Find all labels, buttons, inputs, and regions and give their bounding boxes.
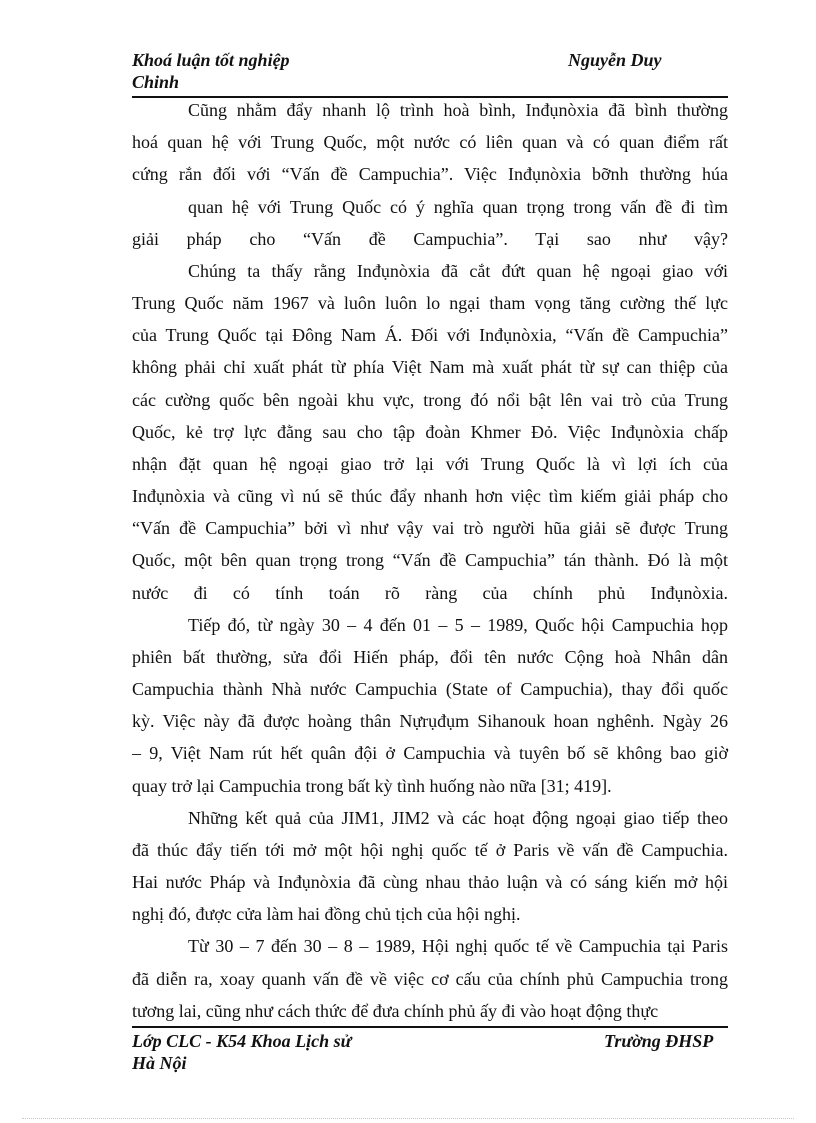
text-line: Cũng nhằm đẩy nhanh lộ trình hoà bình, Inđụnòxia đã bình thường <box>188 100 728 120</box>
text-line: Chúng ta thấy rằng Inđụnòxia đã cắt đứt quan hệ ngoại giao với <box>188 261 728 281</box>
text-line: quan hệ với Trung Quốc có ý nghĩa quan trọng trong vấn đề đi tìm <box>188 197 728 217</box>
text-line: nước đi có tính toán rõ ràng của chính phủ Inđụnòxia. <box>132 583 728 603</box>
text-line: tương lai, cũng như cách thức để đưa chính phủ ấy đi vào hoạt động thực <box>132 1001 659 1021</box>
header-author: Nguyễn Duy <box>568 50 662 70</box>
text-line: Inđụnòxia và cũng vì nú sẽ thúc đẩy nhanh hơn việc tìm kiếm giải pháp cho <box>132 486 728 506</box>
text-line: Quốc, kẻ trợ lực đằng sau cho tập đoàn Khmer Đỏ. Việc Inđụnòxia chấp <box>132 422 728 442</box>
text-line: Những kết quả của JIM1, JIM2 và các hoạt động ngoại giao tiếp theo <box>188 808 728 828</box>
header-author-continued: Chinh <box>132 72 180 92</box>
footer-class: Lớp CLC - K54 Khoa Lịch sử <box>132 1031 352 1051</box>
text-line: giải pháp cho “Vấn đề Campuchia”. Tại sao như vậy? <box>132 229 728 249</box>
footer-school: Trường ĐHSP <box>604 1031 714 1051</box>
text-line: các cường quốc bên ngoài khu vực, trong đó nổi bật lên vai trò của Trung <box>132 390 728 410</box>
text-line: kỳ. Việc này đã được hoàng thân Nựrụđụm Sihanouk hoan nghênh. Ngày 26 <box>132 711 728 731</box>
text-line: đã thúc đẩy tiến tới mở một hội nghị quốc tế ở Paris về vấn đề Campuchia. <box>132 840 728 860</box>
footer-school-continued: Hà Nội <box>132 1053 187 1073</box>
text-line: cứng rắn đối với “Vấn đề Campuchia”. Việc Inđụnòxia bỡnh thường húa <box>132 164 728 184</box>
header-title: Khoá luận tốt nghiệp <box>132 50 290 70</box>
text-line: đã diễn ra, xoay quanh vấn đề về việc cơ cấu của chính phủ Campuchia trong <box>132 969 728 989</box>
text-line: Tiếp đó, từ ngày 30 – 4 đến 01 – 5 – 1989, Quốc hội Campuchia họp <box>188 615 728 635</box>
footer-rule <box>132 1026 728 1028</box>
text-line: nhận đặt quan hệ ngoại giao trở lại với Trung Quốc là vì lợi ích của <box>132 454 728 474</box>
text-line: – 9, Việt Nam rút hết quân đội ở Campuchia và tuyên bố sẽ không bao giờ <box>132 743 728 763</box>
text-line: “Vấn đề Campuchia” bởi vì như vậy vai trò người hũa giải sẽ được Trung <box>132 518 728 538</box>
text-line: quay trở lại Campuchia trong bất kỳ tình huống nào nữa [31; 419]. <box>132 776 612 796</box>
header-rule <box>132 96 728 98</box>
text-line: hoá quan hệ với Trung Quốc, một nước có liên quan và có quan điểm rất <box>132 132 728 152</box>
text-line: của Trung Quốc tại Đông Nam Á. Đối với Inđụnòxia, “Vấn đề Campuchia” <box>132 325 728 345</box>
text-line: Trung Quốc năm 1967 và luôn luôn lo ngại tham vọng tăng cường thế lực <box>132 293 728 313</box>
text-line: Từ 30 – 7 đến 30 – 8 – 1989, Hội nghị quốc tế về Campuchia tại Paris <box>188 936 728 956</box>
page-header <box>132 49 728 92</box>
text-line: nghị đó, được cửa làm hai đồng chủ tịch của hội nghị. <box>132 904 521 924</box>
text-line: phiên bất thường, sửa đổi Hiến pháp, đổi tên nước Cộng hoà Nhân dân <box>132 647 728 667</box>
page-footer <box>132 1030 728 1073</box>
text-line: Campuchia thành Nhà nước Campuchia (State of Campuchia), thay đổi quốc <box>132 679 728 699</box>
text-line: Hai nước Pháp và Inđụnòxia đã cùng nhau thảo luận và có sáng kiến mở hội <box>132 872 728 892</box>
page-bottom-dotted-border <box>22 1118 794 1119</box>
text-line: không phải chỉ xuất phát từ phía Việt Nam mà xuất phát từ sự can thiệp của <box>132 357 728 377</box>
text-line: Quốc, một bên quan trọng trong “Vấn đề Campuchia” tán thành. Đó là một <box>132 550 728 570</box>
